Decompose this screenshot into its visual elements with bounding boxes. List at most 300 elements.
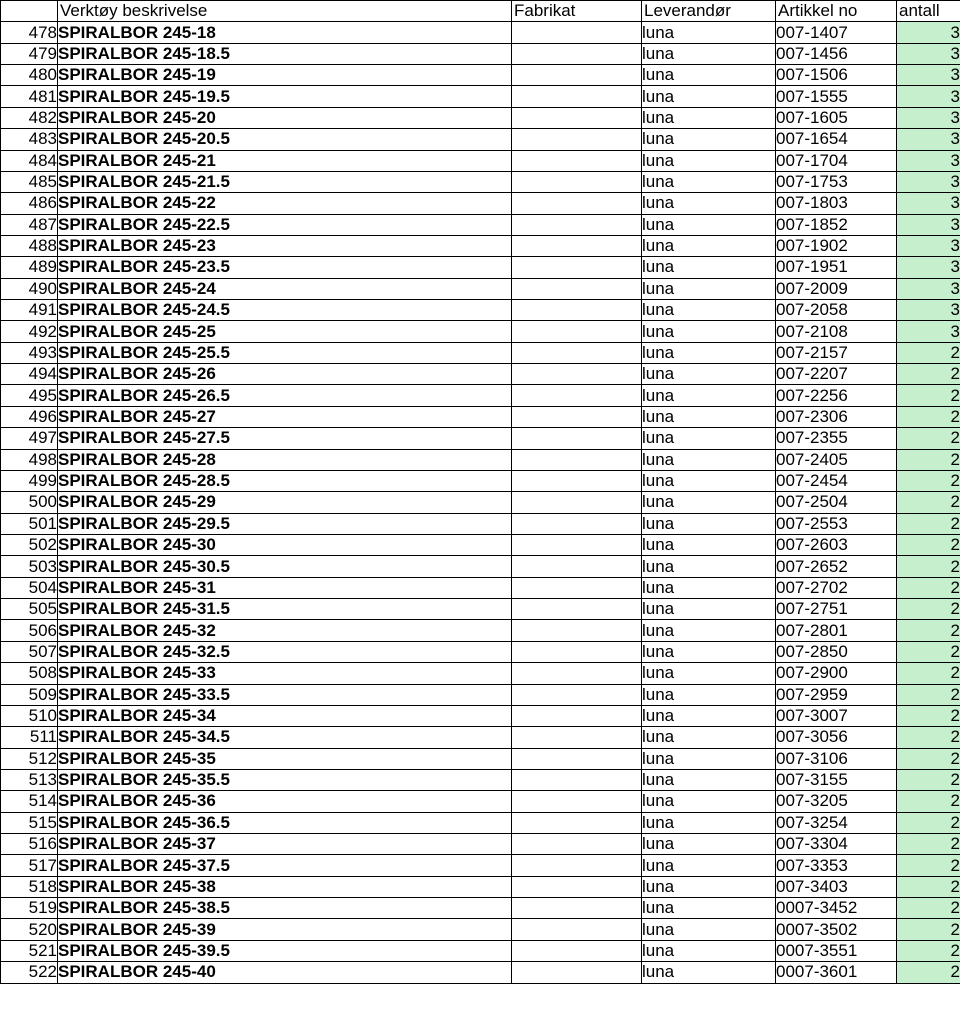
row-number-cell[interactable]: 519 — [1, 898, 58, 919]
article-no-cell[interactable]: 007-1605 — [776, 107, 897, 128]
quantity-cell[interactable]: 3 — [897, 235, 960, 256]
header-description[interactable]: Verktøy beskrivelse — [58, 1, 512, 22]
manufacturer-cell[interactable] — [512, 855, 642, 876]
supplier-cell[interactable]: luna — [642, 235, 776, 256]
manufacturer-cell[interactable] — [512, 727, 642, 748]
quantity-cell[interactable]: 2 — [897, 834, 960, 855]
supplier-cell[interactable]: luna — [642, 919, 776, 940]
manufacturer-cell[interactable] — [512, 193, 642, 214]
supplier-cell[interactable]: luna — [642, 385, 776, 406]
description-cell[interactable]: SPIRALBOR 245-38.5 — [58, 898, 512, 919]
description-cell[interactable]: SPIRALBOR 245-18.5 — [58, 43, 512, 64]
article-no-cell[interactable]: 007-2801 — [776, 620, 897, 641]
description-cell[interactable]: SPIRALBOR 245-18 — [58, 22, 512, 43]
supplier-cell[interactable]: luna — [642, 791, 776, 812]
description-cell[interactable]: SPIRALBOR 245-28.5 — [58, 470, 512, 491]
header-supplier[interactable]: Leverandør — [642, 1, 776, 22]
article-no-cell[interactable]: 007-1506 — [776, 65, 897, 86]
description-cell[interactable]: SPIRALBOR 245-31.5 — [58, 599, 512, 620]
description-cell[interactable]: SPIRALBOR 245-36.5 — [58, 812, 512, 833]
description-cell[interactable]: SPIRALBOR 245-39 — [58, 919, 512, 940]
quantity-cell[interactable]: 2 — [897, 620, 960, 641]
row-number-cell[interactable]: 521 — [1, 940, 58, 961]
article-no-cell[interactable]: 007-2504 — [776, 492, 897, 513]
quantity-cell[interactable]: 3 — [897, 300, 960, 321]
row-number-cell[interactable]: 504 — [1, 577, 58, 598]
supplier-cell[interactable]: luna — [642, 727, 776, 748]
article-no-cell[interactable]: 007-2256 — [776, 385, 897, 406]
table-row — [1, 791, 960, 812]
supplier-cell[interactable]: luna — [642, 449, 776, 470]
description-cell[interactable]: SPIRALBOR 245-20.5 — [58, 129, 512, 150]
quantity-cell[interactable]: 3 — [897, 171, 960, 192]
article-no-cell[interactable]: 007-3304 — [776, 834, 897, 855]
header-row-number-cell[interactable] — [1, 1, 58, 22]
manufacturer-cell[interactable] — [512, 641, 642, 662]
row-number-cell[interactable]: 488 — [1, 235, 58, 256]
quantity-cell[interactable]: 2 — [897, 876, 960, 897]
quantity-cell[interactable]: 2 — [897, 556, 960, 577]
row-number-cell[interactable]: 479 — [1, 43, 58, 64]
manufacturer-cell[interactable] — [512, 577, 642, 598]
row-number-cell[interactable]: 506 — [1, 620, 58, 641]
table-row — [1, 919, 960, 940]
article-no-cell[interactable]: 007-2157 — [776, 342, 897, 363]
row-number-cell[interactable]: 503 — [1, 556, 58, 577]
supplier-cell[interactable]: luna — [642, 492, 776, 513]
manufacturer-cell[interactable] — [512, 300, 642, 321]
manufacturer-cell[interactable] — [512, 22, 642, 43]
description-cell[interactable]: SPIRALBOR 245-40 — [58, 962, 512, 983]
supplier-cell[interactable]: luna — [642, 620, 776, 641]
article-no-cell[interactable]: 007-2900 — [776, 663, 897, 684]
row-number-cell[interactable]: 489 — [1, 257, 58, 278]
article-no-cell[interactable]: 007-1803 — [776, 193, 897, 214]
sheet-body — [1, 1, 960, 984]
header-article-no[interactable]: Artikkel no — [776, 1, 897, 22]
description-cell[interactable]: SPIRALBOR 245-34 — [58, 705, 512, 726]
quantity-cell[interactable]: 2 — [897, 641, 960, 662]
table-row — [1, 193, 960, 214]
row-number-cell[interactable]: 491 — [1, 300, 58, 321]
manufacturer-cell[interactable] — [512, 150, 642, 171]
row-number-cell[interactable]: 481 — [1, 86, 58, 107]
manufacturer-cell[interactable] — [512, 492, 642, 513]
table-row — [1, 300, 960, 321]
supplier-cell[interactable]: luna — [642, 876, 776, 897]
manufacturer-cell[interactable] — [512, 556, 642, 577]
article-no-cell[interactable]: 007-2850 — [776, 641, 897, 662]
supplier-cell[interactable]: luna — [642, 65, 776, 86]
article-no-cell[interactable]: 007-3353 — [776, 855, 897, 876]
table-row — [1, 129, 960, 150]
description-cell[interactable]: SPIRALBOR 245-26 — [58, 364, 512, 385]
article-no-cell[interactable]: 0007-3601 — [776, 962, 897, 983]
manufacturer-cell[interactable] — [512, 876, 642, 897]
manufacturer-cell[interactable] — [512, 748, 642, 769]
row-number-cell[interactable]: 511 — [1, 727, 58, 748]
article-no-cell[interactable]: 007-3205 — [776, 791, 897, 812]
article-no-cell[interactable]: 007-3254 — [776, 812, 897, 833]
manufacturer-cell[interactable] — [512, 513, 642, 534]
quantity-cell[interactable]: 3 — [897, 321, 960, 342]
quantity-cell[interactable]: 3 — [897, 129, 960, 150]
manufacturer-cell[interactable] — [512, 86, 642, 107]
quantity-cell[interactable]: 2 — [897, 791, 960, 812]
supplier-cell[interactable]: luna — [642, 278, 776, 299]
table-row — [1, 406, 960, 427]
quantity-cell[interactable]: 2 — [897, 940, 960, 961]
manufacturer-cell[interactable] — [512, 235, 642, 256]
quantity-cell[interactable]: 3 — [897, 86, 960, 107]
description-cell[interactable]: SPIRALBOR 245-39.5 — [58, 940, 512, 961]
supplier-cell[interactable]: luna — [642, 470, 776, 491]
supplier-cell[interactable]: luna — [642, 599, 776, 620]
quantity-cell[interactable]: 3 — [897, 193, 960, 214]
description-cell[interactable]: SPIRALBOR 245-35.5 — [58, 769, 512, 790]
quantity-cell[interactable]: 2 — [897, 449, 960, 470]
article-no-cell[interactable]: 007-2108 — [776, 321, 897, 342]
article-no-cell[interactable]: 007-2405 — [776, 449, 897, 470]
manufacturer-cell[interactable] — [512, 834, 642, 855]
manufacturer-cell[interactable] — [512, 107, 642, 128]
table-row — [1, 663, 960, 684]
supplier-cell[interactable]: luna — [642, 342, 776, 363]
article-no-cell[interactable]: 007-1753 — [776, 171, 897, 192]
description-cell[interactable]: SPIRALBOR 245-29 — [58, 492, 512, 513]
row-number-cell[interactable]: 522 — [1, 962, 58, 983]
manufacturer-cell[interactable] — [512, 663, 642, 684]
description-cell[interactable]: SPIRALBOR 245-26.5 — [58, 385, 512, 406]
quantity-cell[interactable]: 2 — [897, 470, 960, 491]
quantity-cell[interactable]: 3 — [897, 107, 960, 128]
manufacturer-cell[interactable] — [512, 620, 642, 641]
manufacturer-cell[interactable] — [512, 449, 642, 470]
supplier-cell[interactable]: luna — [642, 556, 776, 577]
quantity-cell[interactable]: 2 — [897, 513, 960, 534]
quantity-cell[interactable]: 3 — [897, 214, 960, 235]
supplier-cell[interactable]: luna — [642, 513, 776, 534]
supplier-cell[interactable]: luna — [642, 364, 776, 385]
row-number-cell[interactable]: 501 — [1, 513, 58, 534]
manufacturer-cell[interactable] — [512, 342, 642, 363]
description-cell[interactable]: SPIRALBOR 245-29.5 — [58, 513, 512, 534]
table-row — [1, 385, 960, 406]
supplier-cell[interactable]: luna — [642, 171, 776, 192]
quantity-cell[interactable]: 2 — [897, 406, 960, 427]
article-no-cell[interactable]: 007-2603 — [776, 534, 897, 555]
manufacturer-cell[interactable] — [512, 599, 642, 620]
article-no-cell[interactable]: 007-3106 — [776, 748, 897, 769]
table-row — [1, 364, 960, 385]
description-cell[interactable]: SPIRALBOR 245-21.5 — [58, 171, 512, 192]
manufacturer-cell[interactable] — [512, 962, 642, 983]
quantity-cell[interactable]: 2 — [897, 385, 960, 406]
description-cell[interactable]: SPIRALBOR 245-22.5 — [58, 214, 512, 235]
row-number-cell[interactable]: 486 — [1, 193, 58, 214]
supplier-cell[interactable]: luna — [642, 855, 776, 876]
row-number-cell[interactable]: 490 — [1, 278, 58, 299]
table-row — [1, 962, 960, 983]
quantity-cell[interactable]: 2 — [897, 492, 960, 513]
quantity-cell[interactable]: 3 — [897, 22, 960, 43]
article-no-cell[interactable]: 007-2355 — [776, 428, 897, 449]
quantity-cell[interactable]: 2 — [897, 599, 960, 620]
supplier-cell[interactable]: luna — [642, 150, 776, 171]
article-no-cell[interactable]: 007-2751 — [776, 599, 897, 620]
supplier-cell[interactable]: luna — [642, 86, 776, 107]
row-number-cell[interactable]: 497 — [1, 428, 58, 449]
table-row — [1, 492, 960, 513]
row-number-cell[interactable]: 513 — [1, 769, 58, 790]
description-cell[interactable]: SPIRALBOR 245-32.5 — [58, 641, 512, 662]
supplier-cell[interactable]: luna — [642, 107, 776, 128]
article-no-cell[interactable]: 007-1852 — [776, 214, 897, 235]
manufacturer-cell[interactable] — [512, 257, 642, 278]
row-number-cell[interactable]: 514 — [1, 791, 58, 812]
description-cell[interactable]: SPIRALBOR 245-36 — [58, 791, 512, 812]
description-cell[interactable]: SPIRALBOR 245-27.5 — [58, 428, 512, 449]
table-row — [1, 641, 960, 662]
article-no-cell[interactable]: 007-1654 — [776, 129, 897, 150]
supplier-cell[interactable]: luna — [642, 129, 776, 150]
quantity-cell[interactable]: 3 — [897, 278, 960, 299]
description-cell[interactable]: SPIRALBOR 245-25 — [58, 321, 512, 342]
article-no-cell[interactable]: 007-2009 — [776, 278, 897, 299]
row-number-cell[interactable]: 482 — [1, 107, 58, 128]
row-number-cell[interactable]: 485 — [1, 171, 58, 192]
description-cell[interactable]: SPIRALBOR 245-30.5 — [58, 556, 512, 577]
manufacturer-cell[interactable] — [512, 278, 642, 299]
quantity-cell[interactable]: 3 — [897, 257, 960, 278]
manufacturer-cell[interactable] — [512, 364, 642, 385]
article-no-cell[interactable]: 0007-3551 — [776, 940, 897, 961]
header-quantity[interactable]: antall — [897, 1, 960, 22]
article-no-cell[interactable]: 007-2207 — [776, 364, 897, 385]
quantity-cell[interactable]: 2 — [897, 534, 960, 555]
supplier-cell[interactable]: luna — [642, 406, 776, 427]
supplier-cell[interactable]: luna — [642, 300, 776, 321]
table-row — [1, 812, 960, 833]
table-row — [1, 321, 960, 342]
supplier-cell[interactable]: luna — [642, 812, 776, 833]
article-no-cell[interactable]: 007-3056 — [776, 727, 897, 748]
quantity-cell[interactable]: 2 — [897, 342, 960, 363]
description-cell[interactable]: SPIRALBOR 245-22 — [58, 193, 512, 214]
description-cell[interactable]: SPIRALBOR 245-38 — [58, 876, 512, 897]
row-number-cell[interactable]: 478 — [1, 22, 58, 43]
row-number-cell[interactable]: 520 — [1, 919, 58, 940]
article-no-cell[interactable]: 007-3007 — [776, 705, 897, 726]
manufacturer-cell[interactable] — [512, 385, 642, 406]
row-number-cell[interactable]: 502 — [1, 534, 58, 555]
description-cell[interactable]: SPIRALBOR 245-24 — [58, 278, 512, 299]
row-number-cell[interactable]: 507 — [1, 641, 58, 662]
article-no-cell[interactable]: 0007-3502 — [776, 919, 897, 940]
quantity-cell[interactable]: 2 — [897, 962, 960, 983]
article-no-cell[interactable]: 0007-3452 — [776, 898, 897, 919]
supplier-cell[interactable]: luna — [642, 321, 776, 342]
manufacturer-cell[interactable] — [512, 171, 642, 192]
row-number-cell[interactable]: 516 — [1, 834, 58, 855]
table-row — [1, 513, 960, 534]
article-no-cell[interactable]: 007-2058 — [776, 300, 897, 321]
table-row — [1, 577, 960, 598]
article-no-cell[interactable]: 007-1456 — [776, 43, 897, 64]
manufacturer-cell[interactable] — [512, 428, 642, 449]
quantity-cell[interactable]: 2 — [897, 769, 960, 790]
table-row — [1, 855, 960, 876]
row-number-cell[interactable]: 495 — [1, 385, 58, 406]
article-no-cell[interactable]: 007-2652 — [776, 556, 897, 577]
quantity-cell[interactable]: 2 — [897, 577, 960, 598]
supplier-cell[interactable]: luna — [642, 898, 776, 919]
quantity-cell[interactable]: 3 — [897, 65, 960, 86]
supplier-cell[interactable]: luna — [642, 577, 776, 598]
article-no-cell[interactable]: 007-1407 — [776, 22, 897, 43]
supplier-cell[interactable]: luna — [642, 428, 776, 449]
description-cell[interactable]: SPIRALBOR 245-37 — [58, 834, 512, 855]
description-cell[interactable]: SPIRALBOR 245-27 — [58, 406, 512, 427]
quantity-cell[interactable]: 2 — [897, 663, 960, 684]
row-number-cell[interactable]: 494 — [1, 364, 58, 385]
quantity-cell[interactable]: 2 — [897, 898, 960, 919]
table-row — [1, 556, 960, 577]
row-number-cell[interactable]: 517 — [1, 855, 58, 876]
article-no-cell[interactable]: 007-2306 — [776, 406, 897, 427]
manufacturer-cell[interactable] — [512, 214, 642, 235]
manufacturer-cell[interactable] — [512, 684, 642, 705]
description-cell[interactable]: SPIRALBOR 245-37.5 — [58, 855, 512, 876]
manufacturer-cell[interactable] — [512, 406, 642, 427]
description-cell[interactable]: SPIRALBOR 245-23.5 — [58, 257, 512, 278]
supplier-cell[interactable]: luna — [642, 22, 776, 43]
quantity-cell[interactable]: 2 — [897, 812, 960, 833]
description-cell[interactable]: SPIRALBOR 245-30 — [58, 534, 512, 555]
manufacturer-cell[interactable] — [512, 534, 642, 555]
description-cell[interactable]: SPIRALBOR 245-25.5 — [58, 342, 512, 363]
row-number-cell[interactable]: 498 — [1, 449, 58, 470]
manufacturer-cell[interactable] — [512, 812, 642, 833]
article-no-cell[interactable]: 007-1902 — [776, 235, 897, 256]
row-number-cell[interactable]: 512 — [1, 748, 58, 769]
manufacturer-cell[interactable] — [512, 791, 642, 812]
supplier-cell[interactable]: luna — [642, 834, 776, 855]
table-row — [1, 769, 960, 790]
manufacturer-cell[interactable] — [512, 898, 642, 919]
row-number-cell[interactable]: 515 — [1, 812, 58, 833]
table-row — [1, 534, 960, 555]
row-number-cell[interactable]: 518 — [1, 876, 58, 897]
manufacturer-cell[interactable] — [512, 321, 642, 342]
supplier-cell[interactable]: luna — [642, 534, 776, 555]
description-cell[interactable]: SPIRALBOR 245-32 — [58, 620, 512, 641]
row-number-cell[interactable]: 508 — [1, 663, 58, 684]
description-cell[interactable]: SPIRALBOR 245-23 — [58, 235, 512, 256]
manufacturer-cell[interactable] — [512, 43, 642, 64]
supplier-cell[interactable]: luna — [642, 663, 776, 684]
manufacturer-cell[interactable] — [512, 65, 642, 86]
row-number-cell[interactable]: 509 — [1, 684, 58, 705]
manufacturer-cell[interactable] — [512, 769, 642, 790]
supplier-cell[interactable]: luna — [642, 940, 776, 961]
quantity-cell[interactable]: 2 — [897, 364, 960, 385]
manufacturer-cell[interactable] — [512, 129, 642, 150]
description-cell[interactable]: SPIRALBOR 245-28 — [58, 449, 512, 470]
row-number-cell[interactable]: 487 — [1, 214, 58, 235]
article-no-cell[interactable]: 007-1555 — [776, 86, 897, 107]
manufacturer-cell[interactable] — [512, 470, 642, 491]
description-cell[interactable]: SPIRALBOR 245-31 — [58, 577, 512, 598]
row-number-cell[interactable]: 499 — [1, 470, 58, 491]
manufacturer-cell[interactable] — [512, 919, 642, 940]
quantity-cell[interactable]: 2 — [897, 727, 960, 748]
manufacturer-cell[interactable] — [512, 940, 642, 961]
article-no-cell[interactable]: 007-2959 — [776, 684, 897, 705]
table-row — [1, 43, 960, 64]
article-no-cell[interactable]: 007-1951 — [776, 257, 897, 278]
quantity-cell[interactable]: 2 — [897, 855, 960, 876]
supplier-cell[interactable]: luna — [642, 769, 776, 790]
article-no-cell[interactable]: 007-1704 — [776, 150, 897, 171]
header-manufacturer[interactable]: Fabrikat — [512, 1, 642, 22]
supplier-cell[interactable]: luna — [642, 641, 776, 662]
description-cell[interactable]: SPIRALBOR 245-34.5 — [58, 727, 512, 748]
description-cell[interactable]: SPIRALBOR 245-20 — [58, 107, 512, 128]
article-no-cell[interactable]: 007-3155 — [776, 769, 897, 790]
supplier-cell[interactable]: luna — [642, 193, 776, 214]
quantity-cell[interactable]: 2 — [897, 919, 960, 940]
quantity-cell[interactable]: 2 — [897, 428, 960, 449]
row-number-cell[interactable]: 510 — [1, 705, 58, 726]
description-cell[interactable]: SPIRALBOR 245-19.5 — [58, 86, 512, 107]
row-number-cell[interactable]: 492 — [1, 321, 58, 342]
supplier-cell[interactable]: luna — [642, 43, 776, 64]
row-number-cell[interactable]: 480 — [1, 65, 58, 86]
article-no-cell[interactable]: 007-2553 — [776, 513, 897, 534]
article-no-cell[interactable]: 007-2454 — [776, 470, 897, 491]
quantity-cell[interactable]: 2 — [897, 705, 960, 726]
description-cell[interactable]: SPIRALBOR 245-21 — [58, 150, 512, 171]
supplier-cell[interactable]: luna — [642, 684, 776, 705]
description-cell[interactable]: SPIRALBOR 245-33.5 — [58, 684, 512, 705]
row-number-cell[interactable]: 500 — [1, 492, 58, 513]
supplier-cell[interactable]: luna — [642, 257, 776, 278]
row-number-cell[interactable]: 496 — [1, 406, 58, 427]
supplier-cell[interactable]: luna — [642, 214, 776, 235]
description-cell[interactable]: SPIRALBOR 245-33 — [58, 663, 512, 684]
row-number-cell[interactable]: 483 — [1, 129, 58, 150]
description-cell[interactable]: SPIRALBOR 245-24.5 — [58, 300, 512, 321]
supplier-cell[interactable]: luna — [642, 748, 776, 769]
row-number-cell[interactable]: 484 — [1, 150, 58, 171]
description-cell[interactable]: SPIRALBOR 245-19 — [58, 65, 512, 86]
row-number-cell[interactable]: 505 — [1, 599, 58, 620]
quantity-cell[interactable]: 3 — [897, 43, 960, 64]
table-row — [1, 428, 960, 449]
table-row — [1, 705, 960, 726]
row-number-cell[interactable]: 493 — [1, 342, 58, 363]
description-cell[interactable]: SPIRALBOR 245-35 — [58, 748, 512, 769]
article-no-cell[interactable]: 007-2702 — [776, 577, 897, 598]
supplier-cell[interactable]: luna — [642, 705, 776, 726]
quantity-cell[interactable]: 2 — [897, 684, 960, 705]
supplier-cell[interactable]: luna — [642, 962, 776, 983]
article-no-cell[interactable]: 007-3403 — [776, 876, 897, 897]
quantity-cell[interactable]: 3 — [897, 150, 960, 171]
quantity-cell[interactable]: 2 — [897, 748, 960, 769]
manufacturer-cell[interactable] — [512, 705, 642, 726]
